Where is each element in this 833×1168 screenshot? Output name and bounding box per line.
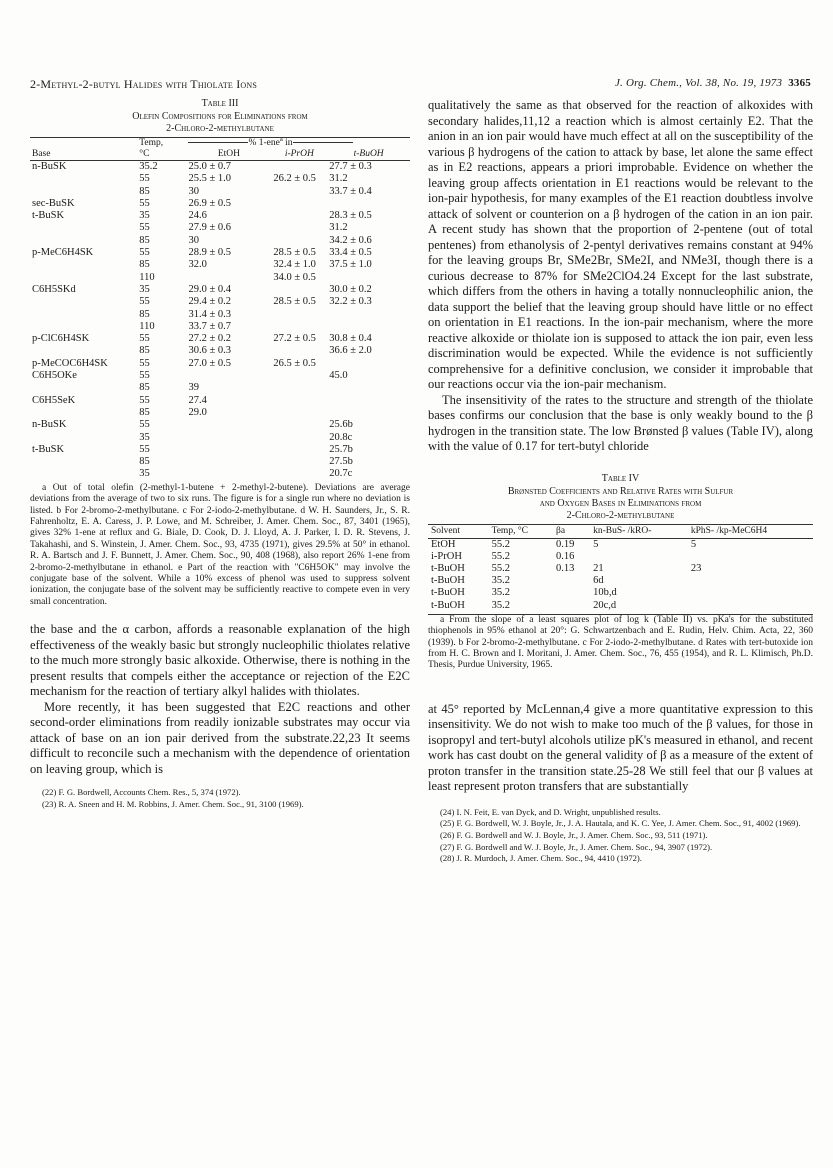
table3-cell-base (30, 296, 137, 308)
table3-col-base: Base (30, 149, 137, 161)
table3-cell-etoh: 31.4 ± 0.3 (188, 308, 231, 320)
table3-cell-etoh: 25.0 ± 0.7 (188, 161, 231, 172)
table3-row (30, 345, 410, 357)
table3-cell-etoh: 33.7 ± 0.7 (188, 320, 231, 332)
table3-row (30, 296, 410, 308)
table4-cell-k2 (688, 551, 813, 563)
table3-cell-temp: 85 (139, 456, 150, 468)
table3-cell-base (30, 186, 137, 198)
table3-cell-base: n-BuSK (32, 161, 67, 172)
left-body-text (30, 622, 410, 777)
running-head-title: 2-Methyl-2-butyl Halides with Thiolate Ions (30, 77, 258, 91)
table3-cell-tbuoh: 27.7 ± 0.3 (329, 161, 372, 172)
table3-cell-temp: 55 (139, 173, 150, 185)
table3-cell-iproh: 26.5 ± 0.5 (273, 357, 316, 369)
table3-cell-base: t-BuSK (32, 210, 65, 222)
table4-cell-solvent: EtOH (431, 538, 456, 550)
table3-cell-tbuoh: 30.8 ± 0.4 (329, 333, 372, 345)
table3-cell-temp: 85 (139, 382, 150, 394)
table3-cell-base (30, 235, 137, 247)
table3-cell-base: p-MeC6H4SK (32, 247, 94, 259)
table4-label: Table IV (601, 472, 640, 484)
table4-cell-k2: 23 (690, 562, 702, 574)
table4-cell-solvent: t-BuOH (431, 575, 465, 587)
table3-footnote-text: a Out of total olefin (2-methyl-1-butene + 2-methyl-2-butene). Deviations are average deviations from the average of two to six runs. The figure is for a single run where no deviation is listed. b For 2-bromo-2-methylbutane. c For 2-iodo-2-methylbutane. d W. H. Saunders, Jr., S. R. Fahrenholtz, E. A. Caress, J. P. Lowe, and M. Schreiber, J. Amer. Chem. Soc., 87, 3401 (1965), gives 32% 1-ene at reflux and G. Biale, D. Cook, D. J. Lloyd, A. J. Parker, I. D. R. Stevens, J. Takahashi, and S. Winstein, J. Amer. Chem. Soc., 93, 4735 (1971), gives 29.5% at 50° in ethanol. R. A. Bartsch and J. F. Bunnett, J. Amer. Chem. Soc., 90, 408 (1968), also report 26% 1-ene from 2-bromo-2-methylbutane in ethanol. e Part of the reaction with "C6H5OK" may involve the conjugate base of the solvent. While a 10% excess of phenol was used to suppress solvent ionization, the conjugate base of the solvent may be sufficiently reactive to compete even in very small concentration. (30, 482, 410, 607)
table3-cell-etoh: 30 (188, 234, 199, 246)
table3-row (30, 321, 410, 333)
table3-cell-tbuoh: 32.2 ± 0.3 (329, 296, 372, 308)
table3-cell-iproh (271, 186, 327, 198)
right-paragraph-3: at 45° reported by McLennan,4 give a more quantitative expression to this insensitivity. We do not wish to make too much of the β values, for those in isopropyl and tert-butyl alcohols utilize pK's measured in ethanol, and recent work has cast doubt on the general validity of β as a measure of the extent of proton transfer in the transition state.25-28 We still feel that our β values at least represent proton transfers that are substantially (428, 701, 813, 794)
table3-cell-tbuoh (327, 358, 410, 370)
table3-cell-iproh: 34.0 ± 0.5 (273, 271, 316, 283)
table3-cell-iproh (271, 321, 327, 333)
reference-23: (23) R. A. Sneen and H. M. Robbins, J. Amer. Chem. Soc., 91, 3100 (1969). (42, 798, 304, 809)
table3-cell-temp: 55 (139, 333, 150, 345)
table3-cell-iproh (271, 210, 327, 222)
table3-cell-tbuoh: 31.2 (329, 222, 348, 234)
table3-cell-iproh (271, 222, 327, 234)
table3-cell-temp: 35 (139, 210, 150, 222)
table4-cell-temp: 55.2 (491, 538, 510, 550)
table4-cell-k1: 20c,d (593, 599, 617, 611)
table4-row (428, 575, 813, 587)
table4-cell-solvent: t-BuOH (431, 562, 465, 574)
table3-cell-iproh: 27.2 ± 0.5 (273, 333, 316, 345)
table3-cell-etoh (186, 456, 271, 468)
table3-cell-base (30, 222, 137, 234)
right-column (428, 98, 813, 865)
table3-cell-temp: 110 (139, 271, 155, 283)
table3-cell-etoh: 29.4 ± 0.2 (188, 296, 231, 308)
table4-cell-k2 (688, 587, 813, 599)
table3-cell-temp: 85 (139, 259, 150, 271)
table4-cell-beta (553, 587, 590, 599)
table3-col-etoh: EtOH (186, 149, 271, 161)
table3-row (30, 161, 410, 174)
table3-cell-temp: 55 (139, 357, 150, 369)
table3-row (30, 395, 410, 407)
table3-cell-tbuoh: 27.5b (329, 456, 353, 468)
table3-row (30, 186, 410, 198)
table3-cell-iproh (271, 309, 327, 321)
table3-row (30, 468, 410, 480)
table3-cell-base (30, 382, 137, 394)
table3-row (30, 432, 410, 444)
table3-cell-temp: 85 (139, 406, 150, 418)
table4-cell-k1: 5 (593, 538, 599, 550)
table3 (30, 137, 410, 481)
table3-cell-etoh (186, 432, 271, 444)
table4-cell-temp: 35.2 (491, 575, 510, 587)
table3-cell-tbuoh: 30.0 ± 0.2 (329, 283, 372, 295)
running-head-journal (615, 77, 811, 89)
table4-cell-beta: 0.13 (556, 562, 575, 574)
table3-cell-tbuoh: 20.7c (329, 468, 353, 480)
table3-cell-tbuoh (327, 407, 410, 419)
table3-label: Table III (201, 98, 239, 109)
table3-cell-base: p-MeCOC6H4SK (32, 357, 108, 369)
table3-cell-etoh: 27.9 ± 0.6 (188, 222, 231, 234)
table3-cell-base (30, 173, 137, 185)
table3-cell-temp: 35 (139, 468, 150, 480)
table3-cell-tbuoh: 28.3 ± 0.5 (329, 210, 372, 222)
table3-cell-etoh: 28.9 ± 0.5 (188, 247, 231, 259)
table3-row (30, 333, 410, 345)
table3-cell-tbuoh: 25.7b (329, 443, 353, 455)
table3-row (30, 456, 410, 468)
table3-row (30, 284, 410, 296)
table4-cell-beta (553, 600, 590, 612)
table4-title-line2: and Oxygen Bases in Eliminations from (539, 497, 702, 509)
table3-body (30, 161, 410, 481)
table3-col-temp: °C (137, 149, 186, 161)
table3-cell-iproh (271, 198, 327, 210)
table4-row (428, 600, 813, 612)
table3-cell-tbuoh: 36.6 ± 2.0 (329, 345, 372, 357)
reference-24: (24) I. N. Feit, E. van Dyck, and D. Wright, unpublished results. (440, 806, 661, 817)
table3-cell-tbuoh: 25.6b (329, 419, 353, 431)
table3-cell-temp: 35 (139, 283, 150, 295)
table3-row (30, 419, 410, 431)
table3-footnotes (30, 483, 410, 608)
page-number: 3365 (788, 77, 811, 89)
table4-row (428, 563, 813, 575)
table3-cell-etoh (186, 444, 271, 456)
table3-cell-base: sec-BuSK (32, 197, 75, 209)
table3-cell-etoh: 30 (188, 185, 199, 197)
table3-cell-temp: 85 (139, 185, 150, 197)
table3-cell-temp: 110 (139, 320, 155, 332)
table3-cell-iproh: 28.5 ± 0.5 (273, 247, 316, 259)
table4-col-temp: Temp, °C (489, 524, 553, 538)
journal-citation: J. Org. Chem., Vol. 38, No. 19, 1973 (614, 77, 783, 89)
table3-cell-iproh (271, 370, 327, 382)
table3-cell-tbuoh (327, 272, 410, 284)
right-body-text-top (428, 98, 813, 455)
left-paragraph-2: More recently, it has been suggested that E2C reactions and other second-order eliminations from readily ionizable substrates may occur via attack of base on an ion pair derived from the substrate.22,23 It seems difficult to reconcile such a mechanism with the dependence of orientation on leaving group, which is (30, 699, 410, 776)
table3-cell-tbuoh (327, 382, 410, 394)
left-paragraph-1: the base and the α carbon, affords a reasonable explanation of the high effectiveness of the weakly basic but strongly nucleophilic thiolates relative to the much more strongly basic alkoxide. Otherwise, there is nothing in the present results that compels either the acceptance or rejection of the E2C mechanism for the reaction of tertiary alkyl halides with thiolates. (30, 622, 410, 699)
table3-row (30, 407, 410, 419)
table3-row (30, 272, 410, 284)
right-body-text-bottom (428, 702, 813, 795)
table3-cell-etoh: 29.0 ± 0.4 (188, 283, 231, 295)
table3-cell-temp: 85 (139, 345, 150, 357)
table4-cell-beta: 0.19 (556, 538, 575, 550)
table3-cell-base: C6H5SKd (32, 283, 76, 295)
table3-title-line1: Olefin Compositions for Eliminations from (132, 111, 308, 122)
table3-cell-temp: 55 (139, 222, 150, 234)
table3-cell-iproh (271, 235, 327, 247)
table4-body (428, 538, 813, 612)
table3-cell-etoh: 24.6 (188, 210, 207, 222)
table4-cell-k1: 21 (593, 562, 604, 574)
table4-cell-beta (553, 575, 590, 587)
table3-row (30, 309, 410, 321)
table4-cell-k1: 6d (593, 575, 604, 587)
table3-row (30, 247, 410, 259)
table3-cell-temp: 55 (139, 394, 150, 406)
table3-cell-iproh (271, 456, 327, 468)
table3-cell-iproh (271, 345, 327, 357)
table3-cell-base: p-ClC6H4SK (32, 333, 90, 345)
table3-cell-etoh: 27.2 ± 0.2 (188, 333, 231, 345)
table3-row (30, 370, 410, 382)
table3-row (30, 259, 410, 271)
table3-cell-tbuoh: 33.4 ± 0.5 (329, 247, 372, 259)
table4-row (428, 538, 813, 551)
table3-cell-temp: 55 (139, 247, 150, 259)
table4-cell-temp: 55.2 (491, 562, 510, 574)
reference-25: (25) F. G. Bordwell, W. J. Boyle, Jr., J. A. Hautala, and K. C. Yee, J. Amer. Chem. Soc., 91, 4002 (1969). (440, 818, 801, 829)
table4-cell-k1: 10b,d (593, 587, 617, 599)
reference-26: (26) F. G. Bordwell and W. J. Boyle, Jr., J. Amer. Chem. Soc., 93, 511 (1971). (440, 829, 708, 840)
table3-cell-tbuoh (327, 198, 410, 210)
right-references (428, 807, 813, 864)
table3-cell-tbuoh: 31.2 (329, 173, 348, 185)
table4-col-solvent: Solvent (428, 524, 489, 538)
table4-cell-solvent: t-BuOH (431, 599, 465, 611)
table3-cell-iproh (271, 161, 327, 174)
table3-cell-etoh: 27.4 (188, 394, 207, 406)
table4-row (428, 587, 813, 599)
table3-cell-tbuoh: 34.2 ± 0.6 (329, 234, 372, 246)
table3-col-iproh: i-PrOH (271, 149, 327, 161)
table3-cell-tbuoh (327, 321, 410, 333)
table4-cell-k2 (688, 575, 813, 587)
table3-cell-etoh: 25.5 ± 1.0 (188, 173, 231, 185)
table3-cell-etoh (186, 468, 271, 480)
table3-cell-base (30, 321, 137, 333)
table3-cell-base (30, 259, 137, 271)
table3-cell-tbuoh: 45.0 (329, 370, 348, 382)
table3-cell-etoh: 27.0 ± 0.5 (188, 357, 231, 369)
table4-cell-temp: 55.2 (491, 550, 510, 562)
table4-cell-temp: 35.2 (491, 587, 510, 599)
table3-cell-base: C6H5SeK (32, 394, 76, 406)
table3-cell-etoh: 29.0 (188, 406, 207, 418)
table4-title-line1: Brønsted Coefficients and Relative Rates with Sulfur (507, 485, 734, 497)
table3-cell-etoh: 39 (188, 382, 199, 394)
table4-cell-k2 (688, 600, 813, 612)
table4-col-k2: kPhS- /kp-MeC6H4 (688, 524, 813, 538)
table3-cell-iproh (271, 382, 327, 394)
table3-cell-etoh: 32.0 (188, 259, 207, 271)
table3-cell-temp: 35 (139, 431, 150, 443)
table3-cell-iproh (271, 395, 327, 407)
table3-cell-base (30, 468, 137, 480)
table3-col-base-blank (30, 138, 137, 150)
table3-cell-base (30, 345, 137, 357)
table3-cell-iproh (271, 468, 327, 480)
table4-block (428, 473, 813, 672)
reference-22: (22) F. G. Bordwell, Accounts Chem. Res., 5, 374 (1972). (42, 787, 241, 798)
table3-cell-tbuoh (327, 309, 410, 321)
table3-cell-tbuoh: 37.5 ± 1.0 (329, 259, 372, 271)
table4-cell-temp: 35.2 (491, 599, 510, 611)
table3-row (30, 210, 410, 222)
table3-cell-base (30, 309, 137, 321)
table4-cell-k2: 5 (690, 538, 697, 550)
table3-cell-temp: 55 (139, 197, 150, 209)
table3-cell-temp: 85 (139, 308, 150, 320)
table3-cell-base (30, 272, 137, 284)
table3-cell-tbuoh: 20.8c (329, 431, 353, 443)
table3-title-line2: 2-Chloro-2-methylbutane (166, 123, 274, 134)
table4-cell-solvent: i-PrOH (431, 550, 462, 562)
table3-cell-tbuoh: 33.7 ± 0.4 (329, 185, 372, 197)
table3-cell-base (30, 456, 137, 468)
table4-cell-k1 (590, 551, 688, 563)
table3-span-header: % 1-ene$^a$ in (186, 138, 410, 150)
table4-col-beta: βa (553, 524, 590, 538)
table3-row (30, 222, 410, 234)
table3-cell-base: n-BuSK (32, 419, 67, 431)
right-paragraph-2: The insensitivity of the rates to the structure and strength of the thiolate bases confirms our conclusion that the base is only weakly bound to the β hydrogen in the transition state. The low Brønsted β values (Table IV), along with the value of 0.17 for tert-butyl chloride (428, 392, 813, 453)
table4-cell-beta: 0.16 (556, 550, 575, 562)
left-column (30, 98, 410, 810)
table3-cell-etoh (186, 272, 271, 284)
table3-row (30, 198, 410, 210)
table4-row (428, 551, 813, 563)
left-references (30, 787, 410, 809)
table3-col-tbuoh: t-BuOH (327, 149, 410, 161)
table3-row (30, 358, 410, 370)
table3-cell-etoh: 26.9 ± 0.5 (188, 197, 231, 209)
reference-28: (28) J. R. Murdoch, J. Amer. Chem. Soc., 94, 4410 (1972). (440, 853, 642, 864)
table3-row (30, 444, 410, 456)
table3-cell-iproh (271, 284, 327, 296)
table3-row (30, 382, 410, 394)
table3-cell-base: t-BuSK (32, 443, 65, 455)
table3-cell-temp: 55 (139, 296, 150, 308)
table3-cell-iproh (271, 407, 327, 419)
table3-cell-iproh: 32.4 ± 1.0 (273, 259, 316, 271)
table3-cell-temp: 85 (139, 234, 150, 246)
table3-cell-iproh: 28.5 ± 0.5 (273, 296, 316, 308)
right-paragraph-1: qualitatively the same as that observed for the reaction of alkoxides with secondary halides,11,12 a reaction which is almost certainly E2. That the anion in an ion pair would have much effect at all on the susceptibility of the various β hydrogens of the cation to attack by base, let alone the same effect as in E2 reactions, appears a priori improbable. Evidence on whether the leaving group affects orientation in E1 reactions would be relevant to the ion-pair hypothesis, for many examples of the E1 reaction doubtless involve attack of solvent or counterion on a β hydrogen of the cation in an ion pair. A recent study has shown that the proportion of 2-pentene (out of total pentenes) from ethanolysis of 2-pentyl derivatives remains constant at 94% for the leaving groups Br, SMe2Br, SMe2I, and NMe3I, though there is a curious decrease to 87% for SMe2ClO4.24 Except for the last substrate, which differs from the others in having a totally nonnucleophilic anion, the data support the belief that the leaving group should have little or no effect on orientation in E1 reactions. In the ion-pair mechanism, where the more reactive alkoxide or thiolate ion is supposed to attack the ion pair, even less discrimination would be expected. While the evidence is not sufficiently comprehensive for a definitive conclusion, we consider it improbable that our reactions occur via the ion-pair mechanism. (428, 98, 813, 391)
table3-cell-etoh (186, 419, 271, 431)
table3-cell-etoh (186, 370, 271, 382)
reference-27: (27) F. G. Bordwell and W. J. Boyle, Jr., J. Amer. Chem. Soc., 94, 3907 (1972). (440, 841, 713, 852)
table3-cell-base: C6H5OKe (32, 370, 77, 382)
table3-cell-iproh (271, 419, 327, 431)
table3-cell-etoh: 30.6 ± 0.3 (188, 345, 231, 357)
table3-cell-temp: 35.2 (139, 161, 158, 172)
table3-cell-iproh: 26.2 ± 0.5 (273, 173, 316, 185)
table3-cell-iproh (271, 444, 327, 456)
table4-footnote-text: a From the slope of a least squares plot of log k (Table II) vs. pKa's for the substituted thiophenols in 95% ethanol at 20°: G. Schwartzenbach and E. Rudin, Helv. Chim. Acta, 22, 360 (1939). b For 2-bromo-2-methylbutane. c For 2-iodo-2-methylbutane. d Rates with tert-butoxide ion from H. C. Brown and I. Moritani, J. Amer. Chem. Soc., 76, 455 (1954), and R. L. Klimisch, Ph.D. Thesis, Purdue University, 1965. (428, 614, 813, 671)
table4-footnotes (428, 614, 813, 672)
table3-cell-base (30, 432, 137, 444)
table3-col-temp-top: Temp, (137, 138, 186, 150)
table3-cell-temp: 55 (139, 443, 150, 455)
table3-row (30, 235, 410, 247)
table4 (428, 524, 813, 612)
table3-cell-iproh (271, 432, 327, 444)
table3-cell-base (30, 407, 137, 419)
table3-row (30, 173, 410, 185)
table3-cell-tbuoh (327, 395, 410, 407)
table4-cell-solvent: t-BuOH (431, 587, 465, 599)
table4-col-k1: kn-BuS- /kRO- (590, 524, 688, 538)
table3-cell-temp: 55 (139, 419, 150, 431)
table4-title-line3: 2-Chloro-2-methylbutane (566, 509, 675, 521)
table3-cell-temp: 55 (139, 370, 150, 382)
